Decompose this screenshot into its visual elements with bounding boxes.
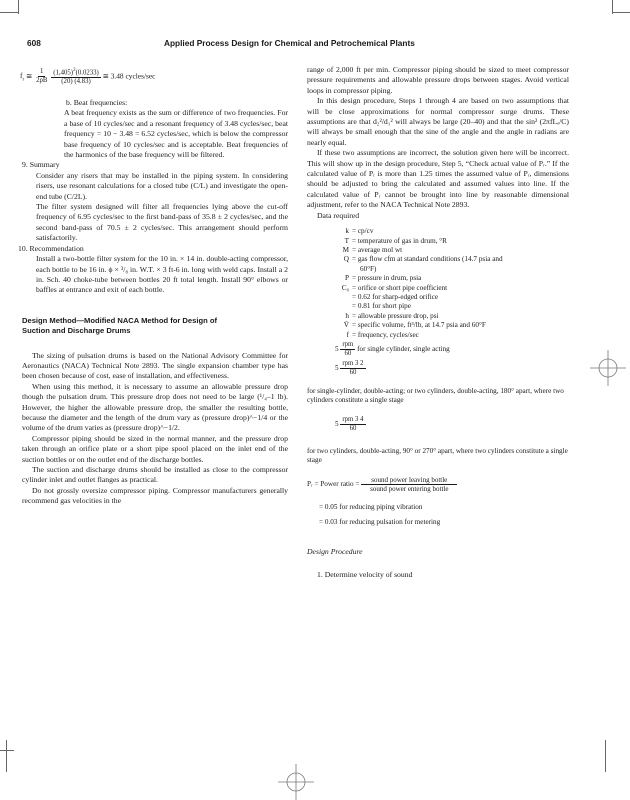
symbol-row: = 0.81 for short pipe bbox=[352, 302, 411, 311]
frequency-formula-2-description: for single-cylinder, double-acting; or two cylinders, double-acting, 180° apart, where two cylinders constitute a single stage bbox=[307, 386, 564, 405]
crop-mark-vertical bbox=[605, 740, 606, 772]
eq-coefficient: $\frac{1}{2\rho B}$ bbox=[36, 68, 48, 85]
symbol-row: Q = gas flow cfm at standard conditions (14.7 psia and bbox=[343, 255, 503, 264]
symbol-row: = 0.62 for sharp-edged orifice bbox=[352, 292, 439, 301]
paragraph-beat-frequency: A beat frequency exists as the sum or difference of two frequencies. For a base of 10 cycles/sec and a resonant frequency of 3.48 cycles/sec, beat frequency = 10 − 3.48 = 6.52 cycles/sec, which is below the compressor base frequency of 10 cycles/sec and is acceptable. Beat frequencies of the harmonics of the base frequency will be filtered. bbox=[64, 108, 288, 160]
paragraph-gas-velocity: range of 2,000 ft per min. Compressor piping should be sized to meet compressor pressure requirements and allowable pressure drops between stages. Avoid vertical loops in compressor piping. bbox=[307, 65, 569, 95]
crop-mark-vertical bbox=[6, 740, 7, 772]
frequency-formula-1: 5 $\frac{\text{rpm}}{60}$ for single cylinder, single acting bbox=[335, 340, 450, 357]
page-number: 608 bbox=[27, 38, 41, 48]
eq-result: ≅ 3.48 cycles/sec bbox=[102, 71, 156, 81]
frequency-formula-3-description: for two cylinders, double-acting, 90° or 270° apart, where two cylinders constitute a single stage bbox=[307, 446, 568, 465]
paragraph-drum-installation: The suction and discharge drums should be installed as close to the compressor cylinder inlet and outlet flanges as practical. bbox=[22, 465, 288, 485]
paragraph-summary-1: Consider any risers that may be installed in the piping system. In considering risers, use resonant calculations for a closed tube (C/L) and investigate the open-end tube (C/2L). bbox=[36, 170, 288, 201]
crop-mark-vertical bbox=[612, 0, 613, 14]
power-ratio-value-2: = 0.03 for reducing pulsation for metering bbox=[319, 518, 441, 526]
power-ratio-equation: Pᵣ = Power ratio = $\frac{\text{sound power leaving bottle}}{\text{sound power entering bottle}}$ bbox=[307, 476, 569, 493]
list-item-b: b. Beat frequencies: bbox=[66, 98, 128, 107]
frequency-formula-3: 5 $\frac{\text{rpm 3 4}}{60}$ bbox=[335, 415, 364, 432]
symbol-row: k = cp/cv bbox=[345, 227, 374, 236]
paragraph-oversize: Do not grossly oversize compressor piping. Compressor manufacturers generally recommend gas velocities in the bbox=[22, 485, 288, 506]
symbol-row: h = allowable pressure drop, psi bbox=[345, 311, 439, 320]
paragraph-assumptions: In this design procedure, Steps 1 through 4 are based on two assumptions that will be close approximations for normal compressor surge drums. These assumptions are that d₂²/d₁² will always be large (20–40) and that the sin² (2πfLₑ/C) will always be small enough that the sine of the angle and the angle in radians are nearly equal. bbox=[307, 96, 569, 147]
registration-mark-icon bbox=[590, 350, 626, 386]
symbol-row: T = temperature of gas in drum, °R bbox=[344, 236, 447, 245]
list-item-9: 9. Summary bbox=[22, 160, 60, 170]
frequency-formula-2: 5 $\frac{\text{rpm 3 2}}{60}$ bbox=[335, 359, 364, 376]
symbol-row: 60°F) bbox=[360, 264, 377, 273]
symbol-row: V̄ = specific volume, ft³/lb, at 14.7 psia and 60°F bbox=[343, 321, 486, 330]
paragraph-naca-basis: The sizing of pulsation drums is based on the National Advisory Committee for Aeronautics (NACA) Technical Note 2893. The single expansion chamber type has been chosen because of cost, ease of installation, and effectiveness. bbox=[22, 350, 288, 381]
section-heading-line2: Suction and Discharge Drums bbox=[22, 326, 131, 336]
paragraph-check-pr: If these two assumptions are incorrect, the solution given here will be incorrect. This will show up in the design procedure, Step 5, “Check actual value of Pᵣ.” If the calculated value of Pᵣ is more than 1.25 times the assumed value of Pᵣ, dimensions should be adjusted to bring the calculated and assumed values into line. If the calculated value of Pᵣ cannot be brought into line by reasonable dimensional adjustment, refer to the NACA Technical Note 2893. bbox=[307, 148, 569, 210]
symbol-row: M = average mol wt bbox=[342, 245, 403, 254]
right-column bbox=[307, 65, 569, 580]
symbol-list bbox=[307, 227, 569, 340]
equation-resonant-frequency: $f_r$ ≅ $\frac{1}{2\rho B}$ $\frac{(1,405)^2(0.0233)}{(20) (4.83)}$ ≅ 3.48 cycles/sec bbox=[20, 68, 156, 86]
paragraph-piping-sizing: Compressor piping should be sized in the normal manner, and the pressure drop taken through an orifice plate or a short pipe spool placed on the inlet end of the suction bottles or on the outlet end of the discharge bottles. bbox=[22, 433, 288, 464]
crop-mark-horizontal bbox=[0, 750, 14, 751]
data-required-label: Data required bbox=[317, 210, 360, 220]
eq-fraction: $\frac{(1,405)^2(0.0233)}{(20) (4.83)}$ bbox=[53, 68, 99, 86]
crop-mark-horizontal bbox=[612, 12, 630, 13]
eq-lhs: $f_r$ bbox=[20, 71, 25, 83]
symbol-row: P = pressure in drum, psia bbox=[345, 274, 422, 283]
crop-mark-horizontal bbox=[0, 12, 18, 13]
list-item-10: 10. Recommendation bbox=[18, 243, 84, 253]
step-1: 1. Determine velocity of sound bbox=[317, 569, 413, 579]
left-column bbox=[18, 98, 288, 507]
crop-mark-vertical bbox=[18, 0, 19, 14]
paragraph-pressure-drop: When using this method, it is necessary to assume an allowable pressure drop though the pulsation drum. This pressure drop does not need to be large (¹/₄–1 lb). However, the higher the allowable pressure drop, the smaller the resulting bottle, because the diameter and the length of the drum vary as (pressure drop)^−1/4 or the volume of the drum varies as (pressure drop)^−1/2. bbox=[22, 381, 288, 433]
symbol-row: C₀ = orifice or short pipe coefficient bbox=[341, 283, 448, 292]
paragraph-recommendation: Install a two-bottle filter system for the 10 in. × 14 in. double-acting compressor, each bottle to be 16 in. ϕ × ³/₈ in. W.T. × 3 ft-6 in. long with weld caps. Install a 2 in. Sch. 40 choke-tube between bottles 20 ft total length. Install 90° elbows or baffles at entrance and exit of each bottle. bbox=[36, 254, 288, 295]
design-procedure-heading: Design Procedure bbox=[307, 547, 363, 557]
paragraph-summary-2: The filter system designed will filter all frequencies lying above the cut-off frequency of 6.95 cycles/sec to the first band-pass of 35.8 ± 2 cycles/sec, and the second band-pass of 70.5 ± 2 cycles/sec. This arrangement should perform satisfactorily. bbox=[36, 202, 288, 243]
symbol-row: f = frequency, cycles/sec bbox=[346, 330, 419, 339]
registration-mark-icon bbox=[278, 764, 314, 800]
running-title: Applied Process Design for Chemical and Petrochemical Plants bbox=[164, 38, 415, 48]
section-heading-line1: Design Method—Modified NACA Method for Design of bbox=[22, 315, 218, 325]
power-ratio-value-1: = 0.05 for reducing piping vibration bbox=[319, 502, 423, 511]
